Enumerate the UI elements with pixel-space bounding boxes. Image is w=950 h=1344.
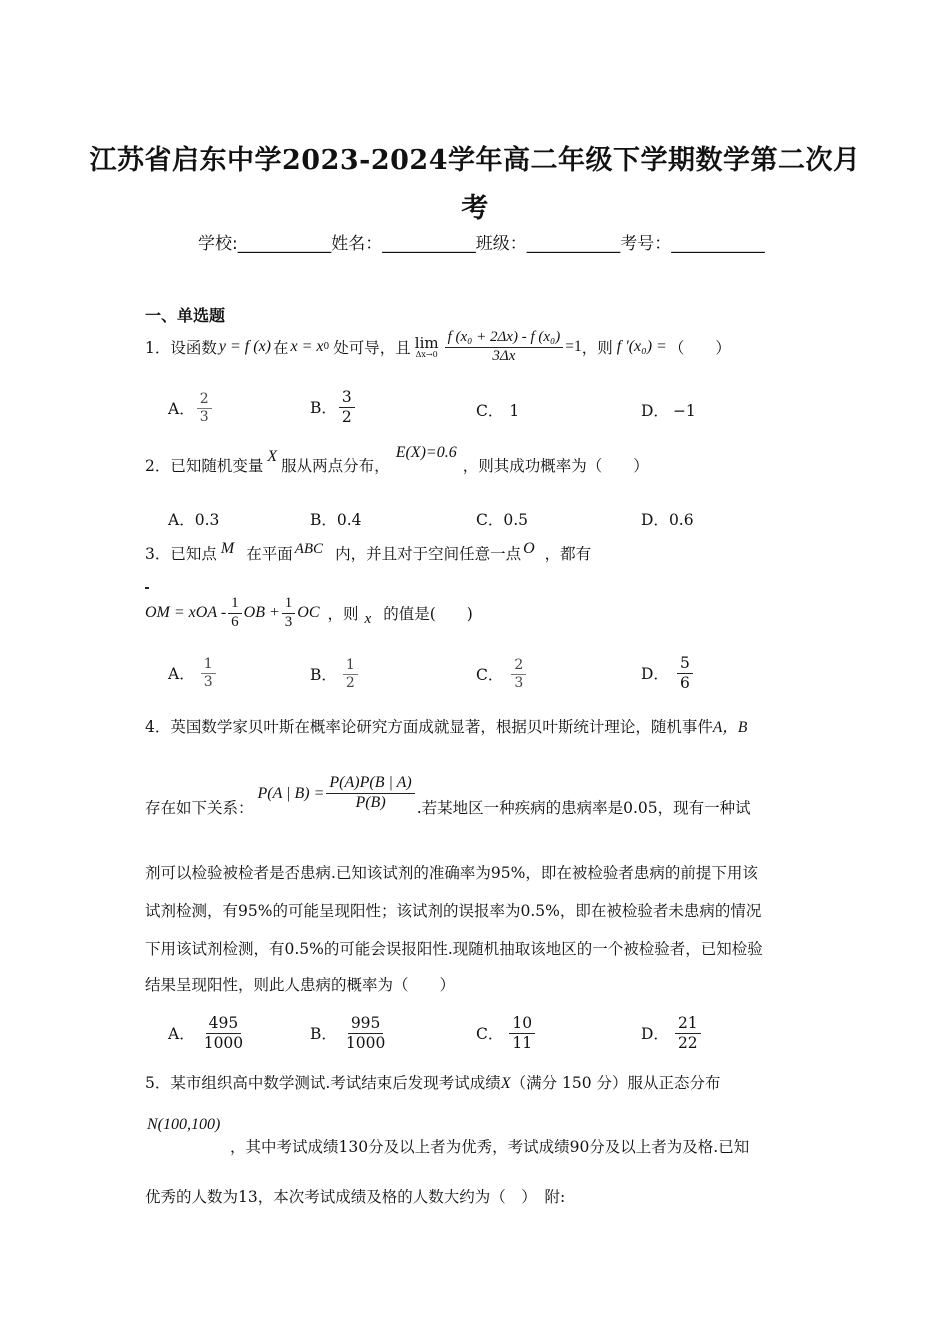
limit-fraction	[445, 330, 564, 365]
fraction-denominator: 11	[512, 1033, 533, 1052]
question-text: 英国数学家贝叶斯在概率论研究方面成就显著，根据贝叶斯统计理论，随机事件	[170, 718, 713, 736]
limit-operator	[414, 333, 439, 359]
question-text: ，则	[327, 605, 359, 623]
fraction-numerator: 5	[677, 655, 693, 673]
question-4-line6: 结果呈现阳性，则此人患病的概率为（ ）	[145, 976, 456, 994]
question-text: 处可导，且	[333, 339, 411, 357]
question-4-line1	[145, 715, 747, 737]
vector-mark	[145, 587, 149, 589]
question-text: 在平面	[246, 545, 293, 563]
vector-expr: OC	[297, 604, 320, 621]
option-label: C．	[476, 1025, 504, 1043]
answer-blank: （ ）	[668, 339, 731, 357]
question-text: 设函数	[170, 339, 217, 357]
question-4-line3: 剂可以检验被检者是否患病.已知该试剂的准确率为95%，即在被检验者患病的前提下用该	[145, 864, 758, 882]
question-text: ，则其成功概率为（ ）	[462, 457, 649, 475]
option-label: D．	[641, 1025, 669, 1043]
normal-distribution-expr: N(100,100)	[147, 1116, 221, 1133]
option-label: C．	[476, 511, 504, 529]
student-info-line: 学校:___________姓名：___________班级：___________考号：___________	[198, 234, 765, 254]
fraction-numerator: 995	[348, 1015, 384, 1033]
score-variable: X	[500, 1075, 511, 1092]
option-label: B．	[310, 399, 337, 417]
option-q3-b[interactable]	[310, 652, 360, 696]
question-5-line3: 优秀的人数为13，本次考试成绩及格的人数大约为（ ） 附:	[145, 1188, 566, 1206]
question-4-line4: 试剂检测，有95%的可能呈现阳性；该试剂的误报率为0.5%，即在被检验者未患病的情况	[145, 902, 762, 920]
fraction-numerator: 2	[511, 658, 526, 675]
option-q1-b[interactable]	[310, 384, 357, 430]
option-q2-c[interactable]	[476, 508, 528, 530]
variable-x: x	[364, 610, 372, 627]
fraction-numerator: P(A)P(B | A)	[326, 775, 414, 794]
question-text: 的值是( )	[383, 605, 473, 623]
question-number: 5．	[145, 1074, 171, 1092]
option-label: D．	[641, 665, 669, 683]
option-q2-d[interactable]	[641, 508, 694, 530]
option-fraction	[339, 389, 355, 425]
subscript: 0	[323, 342, 330, 352]
option-q4-c[interactable]	[476, 1010, 537, 1056]
question-5-line1	[145, 1071, 721, 1093]
option-value: 0.3	[194, 511, 220, 529]
bayes-fraction	[326, 775, 414, 812]
question-2-stem	[145, 446, 649, 484]
option-q1-a[interactable]	[168, 388, 214, 428]
option-value: 1	[509, 402, 520, 420]
coefficient-fraction	[228, 596, 242, 631]
question-text: .若某地区一种疾病的患病率是0.05，现有一种试	[416, 799, 751, 817]
fraction-denominator: 6	[231, 613, 239, 630]
random-variable: X	[267, 448, 278, 465]
option-fraction	[201, 1015, 246, 1051]
fraction-numerator: f (x₀ + 2Δx) - f (x₀)	[445, 330, 564, 348]
expectation-expr: E(X)=0.6	[395, 444, 457, 461]
fraction-numerator: 1	[228, 596, 242, 614]
option-label: B．	[310, 666, 337, 684]
section-heading: 一、单选题	[145, 306, 226, 325]
point-expr: x = x	[290, 338, 324, 355]
derivative-expr: f ′(x₀) =	[616, 338, 667, 355]
question-4-bayes-line	[145, 768, 751, 822]
question-text: ，都有	[544, 545, 592, 563]
option-label: A．	[168, 400, 195, 418]
question-text: 存在如下关系：	[145, 799, 254, 817]
limit-label: lim	[414, 333, 439, 352]
question-text: 某市组织高中数学测试.考试结束后发现考试成绩	[170, 1074, 501, 1092]
question-number: 2．	[145, 457, 171, 475]
fraction-denominator: 22	[677, 1033, 698, 1052]
plane-abc: ABC	[294, 540, 324, 557]
option-value: 0.6	[668, 511, 694, 529]
option-q2-a[interactable]	[168, 508, 219, 530]
point-m: M	[220, 540, 235, 557]
question-text: 在	[273, 339, 289, 357]
question-number: 3．	[145, 545, 171, 563]
fraction-denominator: P(B)	[355, 794, 386, 812]
question-5-line2: ，其中考试成绩130分及以上者为优秀，考试成绩90分及以上者为及格.已知	[230, 1138, 750, 1156]
fraction-numerator: 1	[201, 657, 216, 674]
limit-subscript: Δx→0	[415, 349, 438, 359]
option-label: A．	[168, 511, 195, 529]
option-fraction	[675, 1015, 701, 1051]
equation-value: =1	[565, 338, 582, 355]
option-fraction	[343, 658, 358, 690]
fraction-denominator: 3	[514, 674, 524, 691]
question-number: 4．	[145, 718, 171, 736]
option-q3-c[interactable]	[476, 652, 528, 696]
question-text: （满分 150 分）服从正态分布	[510, 1074, 721, 1092]
exam-title-line1: 江苏省启东中学2023-2024学年高二年级下学期数学第二次月	[89, 145, 861, 176]
option-q3-a[interactable]	[168, 650, 218, 696]
question-text: 已知随机变量	[170, 457, 264, 475]
fraction-denominator: 1000	[203, 1033, 244, 1052]
question-text: ，则	[581, 339, 613, 357]
question-1-stem	[145, 324, 731, 370]
vector-expr: OM = xOA -	[145, 604, 227, 621]
option-q3-d[interactable]	[641, 650, 695, 696]
point-o: O	[523, 540, 535, 557]
fraction-denominator: 2	[345, 674, 355, 691]
coefficient-fraction	[282, 596, 296, 631]
option-label: B．	[310, 511, 337, 529]
option-q4-b[interactable]	[310, 1010, 390, 1056]
fraction-numerator: 3	[339, 389, 355, 407]
option-fraction	[677, 655, 693, 691]
option-label: D．	[641, 402, 669, 420]
option-q4-a[interactable]	[168, 1010, 248, 1056]
option-q4-d[interactable]	[641, 1010, 703, 1056]
option-q1-c[interactable]	[476, 399, 519, 421]
option-value: −1	[672, 402, 696, 420]
option-fraction	[343, 1015, 388, 1051]
option-fraction	[197, 392, 212, 424]
option-fraction	[511, 658, 526, 690]
bayes-formula	[258, 775, 417, 812]
option-label: A．	[168, 665, 195, 683]
option-label: C．	[476, 666, 504, 684]
fraction-denominator: 3Δx	[492, 347, 516, 364]
question-4-line5: 下用该试剂检测，有0.5%的可能会误报阳性.现随机抽取该地区的一个被检验者，已知检验	[145, 940, 763, 958]
option-fraction	[201, 657, 216, 689]
bayes-lhs: P(A | B) =	[257, 784, 325, 802]
option-label: B．	[310, 1025, 337, 1043]
fraction-numerator: 495	[206, 1015, 242, 1033]
fraction-numerator: 21	[675, 1015, 701, 1033]
fraction-numerator: 10	[509, 1015, 535, 1033]
fraction-denominator: 1000	[345, 1033, 386, 1052]
exam-title-line2: 考	[461, 193, 489, 224]
fraction-numerator: 2	[197, 392, 212, 409]
question-3-stem	[145, 538, 591, 568]
option-label: D．	[641, 511, 669, 529]
option-label: C．	[476, 402, 504, 420]
fraction-denominator: 6	[679, 673, 690, 692]
option-label: A．	[168, 1025, 195, 1043]
events-ab: A，B	[712, 719, 748, 736]
option-value: 0.4	[336, 511, 362, 529]
option-value: 0.5	[503, 511, 529, 529]
option-q2-b[interactable]	[310, 508, 362, 530]
fraction-denominator: 2	[341, 407, 352, 426]
question-text: 内，并且对于空间任意一点	[335, 545, 522, 563]
fraction-denominator: 3	[203, 673, 213, 690]
fraction-numerator: 1	[343, 658, 358, 675]
fraction-denominator: 3	[284, 613, 293, 630]
question-3-equation	[145, 590, 473, 636]
option-q1-d[interactable]	[641, 399, 696, 421]
function-expr: y = f (x)	[218, 338, 271, 355]
question-text: 已知点	[170, 545, 217, 563]
vector-expr: OB +	[243, 604, 280, 621]
option-fraction	[509, 1015, 535, 1051]
question-number: 1．	[145, 339, 171, 357]
question-text: 服从两点分布，	[281, 457, 390, 475]
fraction-denominator: 3	[199, 408, 209, 425]
fraction-numerator: 1	[282, 596, 296, 614]
